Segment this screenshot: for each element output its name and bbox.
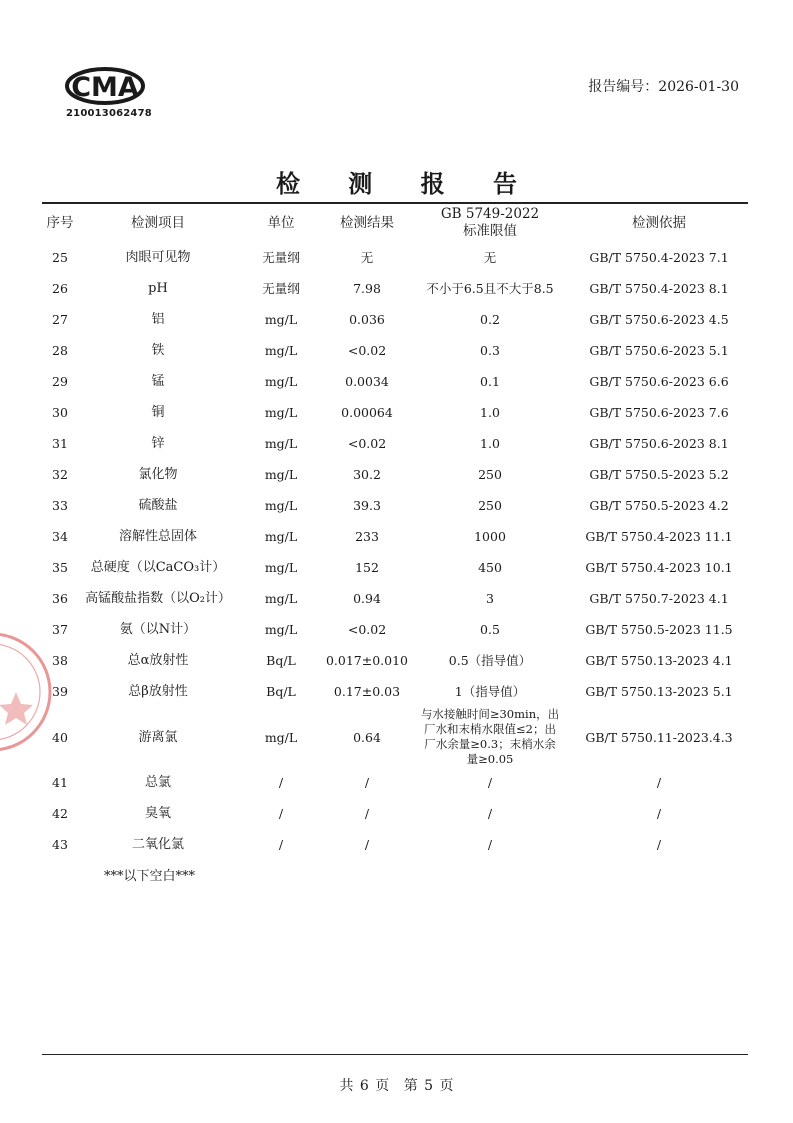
row-result: <0.02 bbox=[347, 343, 387, 358]
row-item: 臭氧 bbox=[144, 806, 171, 821]
row-no: 42 bbox=[52, 806, 68, 821]
row-no: 30 bbox=[52, 405, 68, 420]
row-unit: / bbox=[278, 837, 284, 852]
limit-line: 量≥0.05 bbox=[466, 752, 514, 766]
cma-logo bbox=[64, 66, 152, 119]
table-row bbox=[42, 552, 748, 583]
row-item: 总α放射性 bbox=[127, 653, 189, 668]
row-unit: 无量纲 bbox=[262, 281, 300, 296]
row-unit: 无量纲 bbox=[262, 250, 300, 265]
row-limit: 1.0 bbox=[480, 436, 500, 451]
row-method: GB/T 5750.4-2023 10.1 bbox=[585, 560, 733, 575]
row-method: GB/T 5750.6-2023 4.5 bbox=[589, 312, 729, 327]
row-item: 铝 bbox=[151, 312, 165, 327]
row-no: 27 bbox=[52, 312, 68, 327]
row-unit: mg/L bbox=[264, 343, 298, 358]
table-row bbox=[42, 459, 748, 490]
row-limit: / bbox=[487, 837, 493, 852]
row-item: 高锰酸盐指数（以O₂计） bbox=[85, 591, 231, 606]
cma-number: 210013062478 bbox=[66, 108, 152, 119]
row-limit: 0.5 bbox=[480, 622, 500, 637]
row-result: / bbox=[364, 837, 370, 852]
row-unit: mg/L bbox=[264, 622, 298, 637]
table-row bbox=[42, 645, 748, 676]
col-header-limit-label: 标准限值 bbox=[463, 223, 517, 239]
row-result: 0.94 bbox=[353, 591, 381, 606]
row-limit: 450 bbox=[478, 560, 502, 575]
col-header-no: 序号 bbox=[46, 214, 74, 231]
row-limit: / bbox=[487, 806, 493, 821]
row-result: / bbox=[364, 806, 370, 821]
row-no: 26 bbox=[52, 281, 68, 296]
row-result: <0.02 bbox=[347, 436, 387, 451]
row-no: 33 bbox=[52, 498, 68, 513]
row-unit: mg/L bbox=[264, 560, 298, 575]
row-limit: 250 bbox=[478, 498, 502, 513]
row-unit: mg/L bbox=[264, 591, 298, 606]
cma-logo-text: CMA bbox=[71, 72, 139, 103]
row-no: 37 bbox=[52, 622, 68, 637]
row-limit: 无 bbox=[483, 250, 497, 265]
row-limit: 250 bbox=[478, 467, 502, 482]
table-row bbox=[42, 707, 748, 767]
row-method: / bbox=[656, 837, 662, 852]
row-limit: 不小于6.5且不大于8.5 bbox=[426, 281, 554, 296]
row-result: 0.036 bbox=[349, 312, 385, 327]
row-limit: 0.2 bbox=[480, 312, 500, 327]
row-unit: mg/L bbox=[264, 729, 298, 745]
footer-divider bbox=[42, 1054, 748, 1055]
row-limit: 0.3 bbox=[480, 343, 500, 358]
row-method: GB/T 5750.13-2023 4.1 bbox=[585, 653, 733, 668]
row-result: 0.017±0.010 bbox=[325, 653, 409, 668]
row-limit bbox=[410, 707, 570, 767]
row-no: 34 bbox=[52, 529, 68, 544]
row-method: GB/T 5750.6-2023 8.1 bbox=[589, 436, 729, 451]
row-no: 39 bbox=[52, 684, 68, 699]
row-method: GB/T 5750.5-2023 4.2 bbox=[589, 498, 729, 513]
row-method: GB/T 5750.6-2023 6.6 bbox=[589, 374, 729, 389]
table-row bbox=[42, 829, 748, 860]
row-no: 35 bbox=[52, 560, 68, 575]
col-header-unit: 单位 bbox=[267, 214, 295, 231]
row-no: 41 bbox=[52, 775, 68, 790]
row-item: 铁 bbox=[151, 343, 165, 358]
row-method: GB/T 5750.4-2023 11.1 bbox=[585, 529, 733, 544]
row-method: / bbox=[656, 775, 662, 790]
row-result: 7.98 bbox=[353, 281, 381, 296]
row-result: / bbox=[364, 775, 370, 790]
row-result: 无 bbox=[360, 250, 374, 265]
row-unit: mg/L bbox=[264, 312, 298, 327]
row-unit: / bbox=[278, 806, 284, 821]
row-item: 铜 bbox=[151, 405, 165, 420]
col-header-result: 检测结果 bbox=[340, 214, 394, 231]
row-method: GB/T 5750.7-2023 4.1 bbox=[589, 591, 729, 606]
row-item: 氨（以N计） bbox=[119, 622, 197, 637]
table-row bbox=[42, 428, 748, 459]
limit-line: 厂水和末梢水限值≤2；出 bbox=[424, 722, 556, 736]
col-header-method: 检测依据 bbox=[632, 214, 686, 231]
row-limit: 3 bbox=[486, 591, 494, 606]
table-row bbox=[42, 490, 748, 521]
row-unit: mg/L bbox=[264, 467, 298, 482]
row-item: 氯化物 bbox=[138, 467, 178, 482]
limit-line: 与水接触时间≥30min，出 bbox=[420, 707, 560, 721]
row-item: 锌 bbox=[151, 436, 165, 451]
row-method: GB/T 5750.5-2023 11.5 bbox=[585, 622, 733, 637]
row-unit: Bq/L bbox=[266, 653, 296, 668]
row-limit: 1（指导值） bbox=[454, 684, 526, 699]
row-no: 31 bbox=[52, 436, 68, 451]
row-unit: mg/L bbox=[264, 529, 298, 544]
row-unit: mg/L bbox=[264, 374, 298, 389]
blank-below-note: ***以下空白*** bbox=[104, 869, 196, 884]
col-header-limit bbox=[410, 204, 570, 242]
results-table bbox=[42, 204, 748, 860]
limit-line: 厂水余量≥0.3；末梢水余 bbox=[424, 737, 556, 751]
row-no: 25 bbox=[52, 250, 68, 265]
current-page: 第 5 页 bbox=[403, 1078, 454, 1094]
table-header-row bbox=[42, 204, 748, 242]
col-header-standard: GB 5749-2022 bbox=[440, 206, 540, 222]
table-row bbox=[42, 366, 748, 397]
row-method: GB/T 5750.6-2023 7.6 bbox=[589, 405, 729, 420]
row-limit: 1000 bbox=[474, 529, 506, 544]
table-row bbox=[42, 273, 748, 304]
row-result: 0.17±0.03 bbox=[333, 684, 401, 699]
row-method: GB/T 5750.13-2023 5.1 bbox=[585, 684, 733, 699]
row-no: 28 bbox=[52, 343, 68, 358]
row-limit: / bbox=[487, 775, 493, 790]
row-method: GB/T 5750.4-2023 7.1 bbox=[589, 250, 729, 265]
row-method: GB/T 5750.4-2023 8.1 bbox=[589, 281, 729, 296]
cma-mark-icon bbox=[64, 66, 146, 106]
row-unit: mg/L bbox=[264, 436, 298, 451]
row-result: 30.2 bbox=[353, 467, 381, 482]
row-item: 游离氯 bbox=[138, 729, 178, 745]
row-item: pH bbox=[148, 281, 168, 296]
report-number-value: 2026-01-30 bbox=[658, 79, 739, 95]
report-number-label: 报告编号： bbox=[588, 79, 659, 95]
row-no: 36 bbox=[52, 591, 68, 606]
row-item: 硫酸盐 bbox=[138, 498, 178, 513]
page-footer bbox=[0, 1075, 793, 1095]
row-limit: 0.1 bbox=[480, 374, 500, 389]
row-result: <0.02 bbox=[347, 622, 387, 637]
row-unit: Bq/L bbox=[266, 684, 296, 699]
row-no: 32 bbox=[52, 467, 68, 482]
row-unit: mg/L bbox=[264, 405, 298, 420]
page-title: 检 测 报 告 bbox=[275, 169, 538, 198]
row-unit: / bbox=[278, 775, 284, 790]
row-item: 总氯 bbox=[144, 775, 171, 790]
row-method: GB/T 5750.5-2023 5.2 bbox=[589, 467, 729, 482]
table-row bbox=[42, 304, 748, 335]
row-no: 29 bbox=[52, 374, 68, 389]
row-item: 溶解性总固体 bbox=[118, 529, 197, 544]
row-method: GB/T 5750.6-2023 5.1 bbox=[589, 343, 729, 358]
table-row bbox=[42, 614, 748, 645]
row-result: 0.00064 bbox=[341, 405, 393, 420]
row-result: 233 bbox=[355, 529, 379, 544]
row-result: 0.0034 bbox=[345, 374, 389, 389]
row-method: / bbox=[656, 806, 662, 821]
table-row bbox=[42, 583, 748, 614]
table-row bbox=[42, 521, 748, 552]
col-header-item: 检测项目 bbox=[131, 214, 185, 231]
row-limit: 1.0 bbox=[480, 405, 500, 420]
row-result: 152 bbox=[355, 560, 379, 575]
row-method: GB/T 5750.11-2023.4.3 bbox=[585, 729, 733, 745]
table-row bbox=[42, 397, 748, 428]
report-number bbox=[588, 76, 739, 96]
row-unit: mg/L bbox=[264, 498, 298, 513]
table-row bbox=[42, 676, 748, 707]
row-no: 38 bbox=[52, 653, 68, 668]
row-item: 总β放射性 bbox=[128, 684, 188, 699]
row-no: 43 bbox=[52, 837, 68, 852]
row-no: 40 bbox=[52, 729, 68, 745]
total-pages: 共 6 页 bbox=[339, 1078, 390, 1094]
row-item: 锰 bbox=[151, 374, 165, 389]
row-limit: 0.5（指导值） bbox=[448, 653, 532, 668]
row-result: 39.3 bbox=[353, 498, 381, 513]
row-item: 肉眼可见物 bbox=[125, 250, 191, 265]
table-row bbox=[42, 242, 748, 273]
table-row bbox=[42, 798, 748, 829]
row-item: 总硬度（以CaCO₃计） bbox=[90, 560, 226, 575]
seal-stamp-icon bbox=[0, 612, 52, 772]
table-row bbox=[42, 767, 748, 798]
row-item: 二氧化氯 bbox=[131, 837, 184, 852]
row-result: 0.64 bbox=[353, 729, 381, 745]
table-row bbox=[42, 335, 748, 366]
